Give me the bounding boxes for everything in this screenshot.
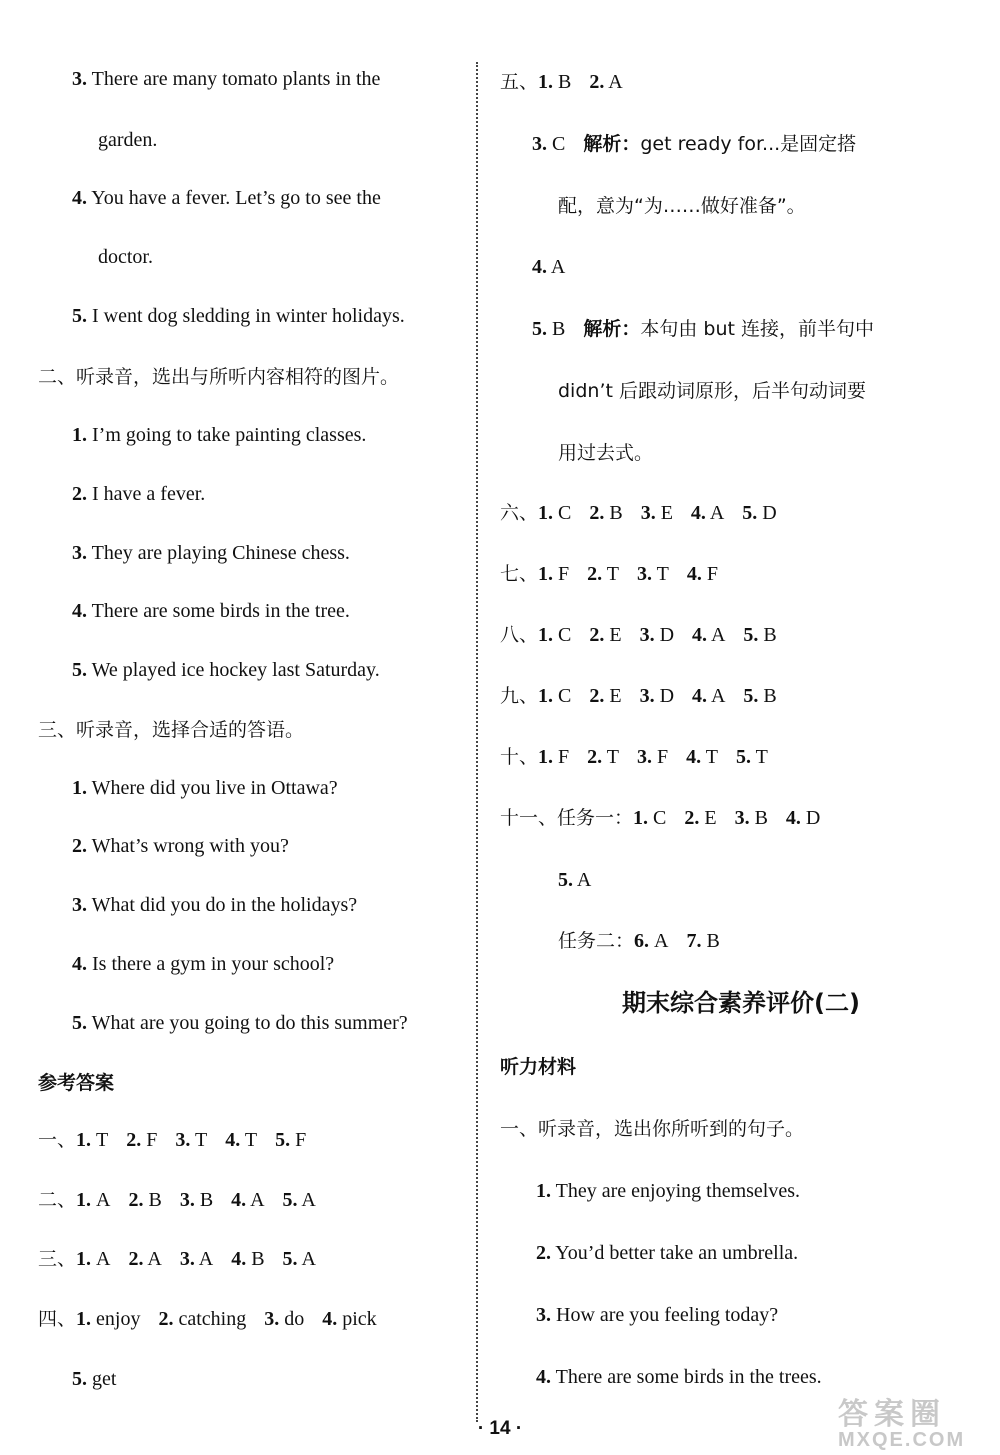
list-item: 4. You have a fever. Let’s go to see the	[72, 187, 381, 209]
list-item: 2. You’d better take an umbrella.	[536, 1242, 799, 1264]
answer-explanation-continuation: 用过去式。	[558, 442, 654, 464]
column-divider	[476, 62, 478, 1422]
answer-row: 七、1. F 2. T 3. T 4. F	[500, 563, 718, 585]
list-item-continuation: doctor.	[98, 246, 153, 268]
section-heading: 三、听录音，选择合适的答语。	[38, 719, 305, 741]
answer-explanation: 5. B 解析：本句由 but 连接，前半句中	[532, 318, 874, 340]
watermark-text-bottom: MXQE.COM	[838, 1429, 966, 1451]
list-item: 5. What are you going to do this summer?	[72, 1012, 408, 1034]
answer-row: 八、1. C 2. E 3. D 4. A 5. B	[500, 624, 777, 646]
list-item: 5. We played ice hockey last Saturday.	[72, 659, 380, 681]
list-item: 4. There are some birds in the trees.	[536, 1366, 822, 1388]
list-item: 4. Is there a gym in your school?	[72, 953, 335, 975]
section-heading: 二、听录音，选出与所听内容相符的图片。	[38, 366, 400, 388]
listening-heading: 听力材料	[500, 1056, 577, 1078]
list-item: 5. I went dog sledding in winter holidays.	[72, 305, 405, 327]
answer-row: 二、1. A 2. B 3. B 4. A 5. A	[38, 1189, 316, 1211]
list-item: 3. What did you do in the holidays?	[72, 894, 358, 916]
list-item: 2. What’s wrong with you?	[72, 835, 289, 857]
answer-row: 十一、任务一：1. C 2. E 3. B 4. D	[500, 807, 821, 829]
answer-explanation: 3. C 解析：get ready for...是固定搭	[532, 133, 857, 155]
answer-row: 一、1. T 2. F 3. T 4. T 5. F	[38, 1129, 307, 1151]
list-item: 1. They are enjoying themselves.	[536, 1180, 801, 1202]
answer-row: 4. A	[532, 256, 566, 278]
answer-row-continuation: 5. A	[558, 869, 592, 891]
answers-heading: 参考答案	[38, 1072, 115, 1094]
answer-explanation-continuation: 配，意为“为……做好准备”。	[558, 195, 806, 217]
list-item: 3. How are you feeling today?	[536, 1304, 779, 1326]
answer-row: 十、1. F 2. T 3. F 4. T 5. T	[500, 746, 768, 768]
answer-row: 六、1. C 2. B 3. E 4. A 5. D	[500, 502, 777, 524]
list-item: 1. Where did you live in Ottawa?	[72, 777, 338, 799]
answer-row: 九、1. C 2. E 3. D 4. A 5. B	[500, 685, 777, 707]
watermark-text-top: 答案圈	[838, 1398, 946, 1431]
list-item: 4. There are some birds in the tree.	[72, 600, 350, 622]
list-item: 1. I’m going to take painting classes.	[72, 424, 367, 446]
section-title: 期末综合素养评价(二)	[622, 989, 860, 1017]
answer-row: 五、1. B 2. A	[500, 71, 623, 93]
list-item: 3. They are playing Chinese chess.	[72, 542, 350, 564]
answer-row: 任务二：6. A 7. B	[558, 930, 720, 952]
answer-row: 三、1. A 2. A 3. A 4. B 5. A	[38, 1248, 316, 1270]
list-item: 3. There are many tomato plants in the	[72, 68, 381, 90]
answer-explanation-continuation: didn’t 后跟动词原形，后半句动词要	[558, 380, 866, 402]
answer-row-continuation: 5. get	[72, 1368, 117, 1390]
list-item: 2. I have a fever.	[72, 483, 206, 505]
list-item-continuation: garden.	[98, 129, 158, 151]
section-heading: 一、听录音，选出你所听到的句子。	[500, 1118, 805, 1140]
page-number: · 14 ·	[477, 1418, 523, 1439]
watermark-logo	[838, 1400, 988, 1450]
answer-row: 四、1. enjoy 2. catching 3. do 4. pick	[38, 1308, 377, 1330]
